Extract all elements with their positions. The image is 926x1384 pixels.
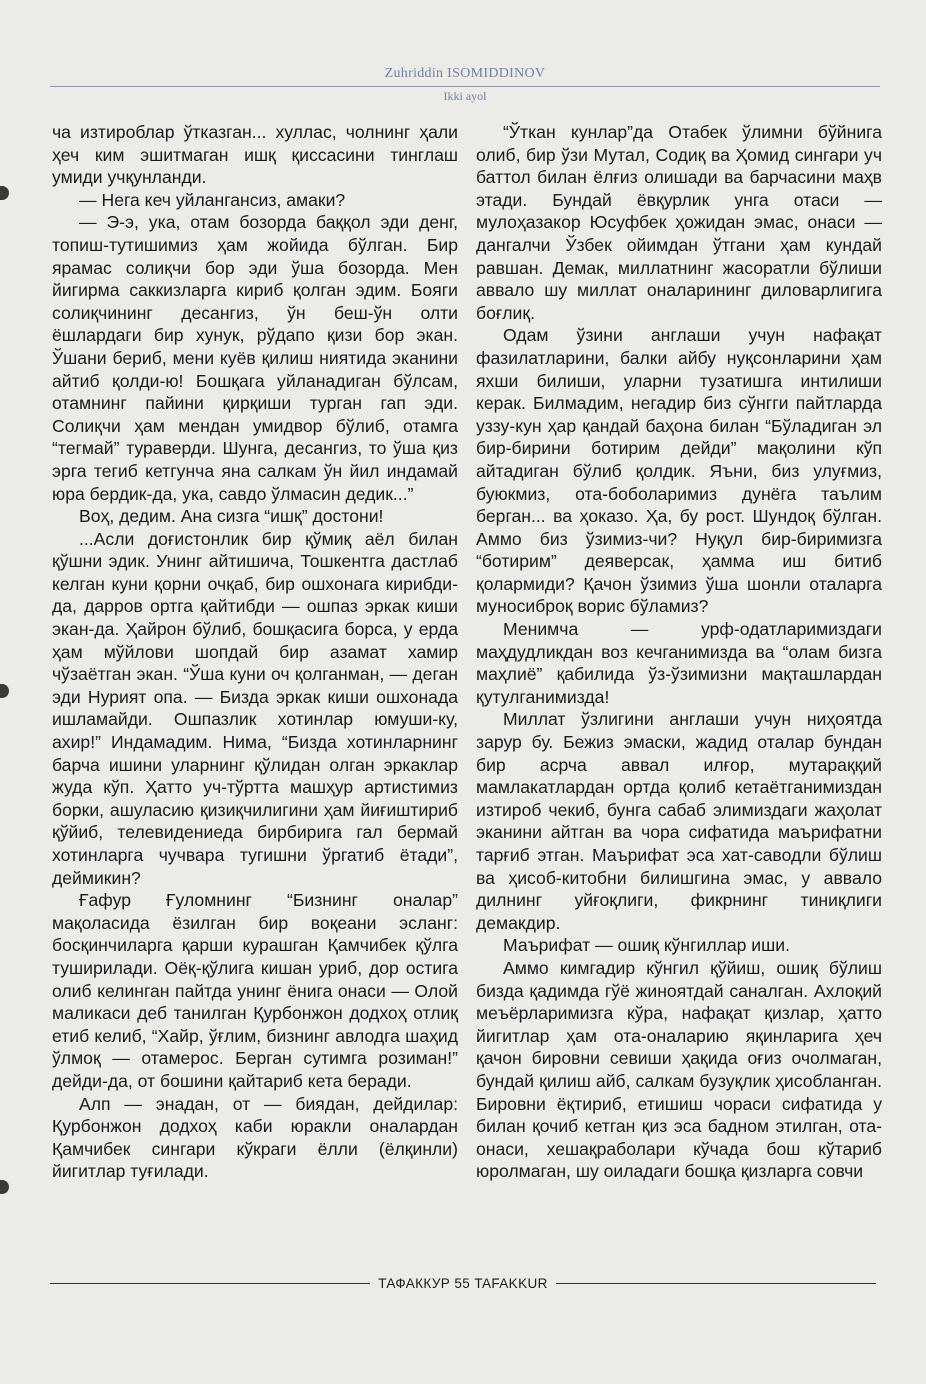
header-author: Zuhriddin ISOMIDDINOV [384, 66, 546, 81]
paragraph: ча изтироблар ўтказган... хуллас, чолнинг ҳали ҳеч ким эшитмаган ишқ қиссасини тинглаш умиди учқунланди. [52, 122, 458, 188]
footer-page-label: ТАФАККУР 55 TAFAKKUR [378, 1276, 548, 1291]
paragraph: ...Асли доғистонлик бир қўмиқ аёл билан қўшни эдик. Унинг айтишича, Тошкентга дастлаб келган куни қорни очқаб, бир ошхонага кирибди-да, дарров ортга қайтибди — ошпаз эркак киши экан-да. Ҳайрон бўлиб, бошқасига борса, у ерда ҳам мўйлови шопдай бир азамат хамир чўзаётган экан. “Ўша куни оч қолганман, — деган эди Нурият опа. — Бизда эркак киши ошхонада ишламайди. Ошпазлик хотинлар юмуши-ку, ахир!” Индамадим. Нима, “Бизда хотинларнинг барча ишини уларнинг қўлидан олган эркаклар жуда кўп. Ҳатто уч-тўртта машҳур артистимиз борки, ашуласию қизиқчилигини ҳам йиғиштириб қўйиб, телевидениеда бирбирига гал бермай хотинларга чучвара тугишни ўргатиб ётади”, деймикин? [52, 528, 458, 888]
paragraph: Воҳ, дедим. Ана сизга “ишқ” достони! [79, 506, 384, 527]
paragraph: Миллат ўзлигини англаши учун ниҳоятда зарур бу. Бежиз эмаски, жадид оталар бундан бир асрча аввал илғор, мутараққий мамлакатлардан ортда қолиб кетаётганимиздан изтироб чекиб, бунга сабаб элимиздаги жаҳолат эканини айтган ва чора сифатида маърифатни тарғиб этган. Маърифат эса хат-саводли бўлиш ва ҳисоб-китобни билишгина эмас, у аввало дилнинг уйғоқлиги, фикрнинг тиниқлиги демакдир. [476, 709, 882, 933]
paragraph: — Э-э, ука, отам бозорда баққол эди денг, топиш-тутишимиз ҳам жойида бўлган. Бир ярамас солиқчи бор эди ўша бозорда. Мен йигирма саккизларга кириб қолган эдим. Бояги солиқчининг десангиз, ўн беш-ўн олти ёшлардаги бир хунук, рўдапо қизи бор экан. Ўшани бериб, мени куёв қилиш ниятида эканини айтиб қолди-ю! Бошқага уйланадиган бўлсам, отамнинг пайини қирқиши турган гап эди. Солиқчи ҳам мендан умидвор бўлиб, отамга “тегмай” тураверди. Шунга, десангиз, то ўша қиз эрга тегиб кетгунча яна салкам ўн йил индамай юра бердик-да, ука, савдо ўлмасин дедик...” [52, 212, 458, 504]
paragraph: — Нега кеч уйлангансиз, амаки? [79, 189, 346, 210]
paragraph: “Ўткан кунлар”да Отабек ўлимни бўйнига олиб, бир ўзи Мутал, Содиқ ва Ҳомид сингари уч баттол билан ёлғиз олишади ва барчасини маҳв этади. Бундай ёвқурлик унга отаси — мулоҳазакор Юсуфбек ҳожидан эмас, онаси — дангалчи Ўзбек ойимдан ўтгани ҳам кундай равшан. Демак, миллатнинг жасоратли бўлиши аввало шу миллат оналарининг диловарлигига боғлиқ. [476, 122, 882, 323]
paragraph: Алп — энадан, от — биядан, дейдилар: Қурбонжон додхоҳ каби юракли оналардан Қамчибек сингари кўкраги ёлли (ёлқинли) йигитлар туғилади. [52, 1093, 458, 1182]
binder-hole [0, 1180, 9, 1194]
header-rule [50, 86, 880, 87]
paragraph: Одам ўзини англаши учун нафақат фазилатларини, балки айбу нуқсонларини ҳам яхши билиши, уларни тузатишга интилиши керак. Билмадим, негадир биз сўнгги пайтларда уззу-кун ҳар қандай баҳона билан “Бўладиган эл бир-бирини ботирим дейди” мақолини кўп айтадиган бўлиб қолдик. Яъни, биз улуғмиз, буюкмиз, ота-боболаримиз дунёга таълим берган... ва ҳоказо. Ҳа, бу рост. Шундоқ бўлган. Аммо биз ўзимиз-чи? Нуқул бир-биримизга “ботирим” деяверсак, ҳамма иш битиб қолармиди? Қачон ўзимиз ўша шонли оталарга муносиброқ ворис бўламиз? [476, 325, 882, 617]
running-header [50, 66, 880, 104]
binder-hole [0, 684, 9, 698]
right-column [476, 121, 882, 1183]
page-footer [50, 1276, 876, 1291]
header-title: Ikki ayol [443, 89, 487, 103]
footer-rule-left [50, 1283, 370, 1284]
paragraph: Ғафур Ғуломнинг “Бизнинг оналар” мақоласида ёзилган бир воқеани эсланг: босқинчиларга қарши курашган Қамчибек қўлга туширилади. Оёқ-қўлига кишан уриб, дор остига олиб келинган пайтда унинг ёнига онаси — Олой маликаси деб танилган Қурбонжон додхоҳ отлиқ етиб келиб, “Хайр, ўғлим, бизнинг авлодга шаҳид ўлмоқ — отамерос. Берган сутимга розиман!” дейди-да, от бошини қайтариб кета беради. [52, 890, 458, 1091]
footer-rule-right [556, 1283, 876, 1284]
paragraph: Маърифат — ошиқ кўнгиллар иши. [503, 935, 790, 956]
paragraph: Менимча — урф-одатларимиздаги маҳдудликдан воз кечганимизда ва “олам бизга маҳлиё” қабилида ўз-ўзимизни мақташлардан қутулганимизда! [476, 619, 882, 707]
paragraph: Аммо кимгадир кўнгил қўйиш, ошиқ бўлиш бизда қадимда гўё жиноятдай саналган. Ахлоқий меъёрларимизга кўра, нафақат қизлар, ҳатто йигитлар ҳам ота-оналарию яқинларига ҳеч қачон бировни севиши ҳақида оғиз очолмаган, бундай қилиш айб, салкам бузуқлик ҳисобланган. Бировни ёқтириб, етишиш чораси сифатида у билан қочиб кетган қиз эса бадном этилган, ота-онаси, хешақраболари кўчада бош кўтариб юролмаган, шу оиладаги бошқа қизларга совчи [476, 957, 882, 1182]
binder-hole [0, 186, 9, 200]
left-column [52, 121, 458, 1183]
